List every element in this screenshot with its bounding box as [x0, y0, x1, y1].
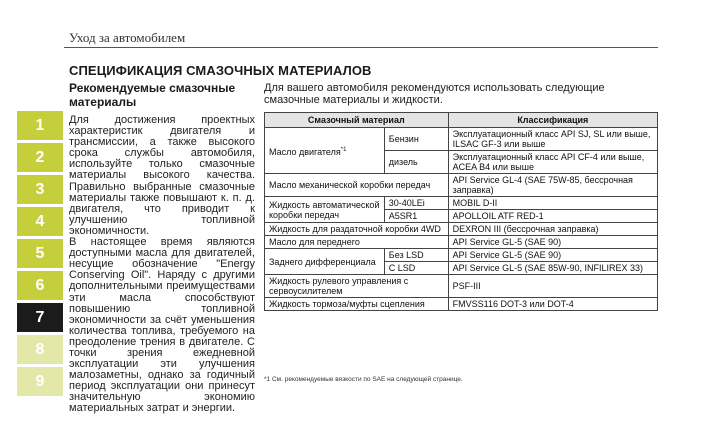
petrol-cell: Бензин	[384, 128, 448, 151]
c-lsd-class-cell: API Service GL-5 (SAE 85W-90, INFILIREX 33)	[448, 262, 657, 275]
ps-fluid-class-cell: PSF-III	[448, 275, 657, 298]
diesel-class-cell: Эксплуатационный класс API CF-4 или выше, ACEA B4 или выше	[448, 151, 657, 174]
table-row	[265, 128, 658, 151]
at1-class-cell: MOBIL D-II	[448, 197, 657, 210]
lubricant-spec-table	[264, 112, 658, 311]
chapter-tab-4[interactable]: 4	[17, 207, 63, 236]
chapter-tab-3[interactable]: 3	[17, 175, 63, 204]
subsection-heading: Рекомендуемые смазочные материалы	[69, 81, 236, 109]
no-lsd-class-cell: API Service GL-5 (SAE 90)	[448, 249, 657, 262]
chapter-tab-8[interactable]: 8	[17, 335, 63, 364]
paragraph-2: В настоящее время являются доступными масла для двигателей, несущие обозначение "Energy Conserving Oil". Наряду с другими дополнительными преимуществами эти масла способствуют повышению топливной экономичности за счёт уменьшения количества топлива, требуемого на преодоление трения в двигателе. С точки зрения ежедневной эксплуатации эти улучшения малозаметны, однако за годичный период эксплуатации они принесут значительную экономию материальных затрат и энергии.	[69, 236, 255, 415]
chapter-tab-5[interactable]: 5	[17, 239, 63, 268]
front-diff-cell: Масло для переднего	[265, 236, 449, 249]
paragraph-1: Для достижения проектных характеристик двигателя и трансмиссии, а также высокого срока службы автомобиля, используйте только смазочные материалы высокого качества. Правильно выбранные смазочные материалы также повышают к. п. д. двигателя, что приводит к улучшению топливной экономичности.	[69, 114, 255, 237]
diesel-cell: дизель	[384, 151, 448, 174]
petrol-class-cell: Эксплуатационный класс API SJ, SL или выше, ILSAC GF-3 или выше	[448, 128, 657, 151]
transfer-cell: Жидкость для раздаточной коробки 4WD	[265, 223, 449, 236]
table-row	[265, 197, 658, 210]
table-row	[265, 249, 658, 262]
table-row	[265, 174, 658, 197]
table-row	[265, 236, 658, 249]
intro-text: Для вашего автомобиля рекомендуются использовать следующие смазочные материалы и жидкости.	[264, 82, 605, 106]
front-diff-class-cell: API Service GL-5 (SAE 90)	[448, 236, 657, 249]
table-row	[265, 298, 658, 311]
rear-diff-cell: Заднего дифференциала	[265, 249, 385, 275]
column-header-lubricant: Смазочный материал	[265, 113, 449, 128]
chapter-tab-7[interactable]: 7	[17, 303, 63, 332]
ps-fluid-cell: Жидкость рулевого управления с сервоусилителем	[265, 275, 449, 298]
chapter-tab-9[interactable]: 9	[17, 367, 63, 396]
auto-fluid-cell: Жидкость автоматической коробки передач	[265, 197, 385, 223]
footnote: *1 См. рекомендуемые вязкости по SAE на следующей странице.	[264, 376, 463, 383]
table-header-row	[265, 113, 658, 128]
left-column	[69, 81, 255, 415]
page-header: Уход за автомобилем	[69, 30, 186, 45]
table-row	[265, 223, 658, 236]
brake-fluid-class-cell: FMVSS116 DOT-3 или DOT-4	[448, 298, 657, 311]
manual-gear-class-cell: API Service GL-4 (SAE 75W-85, бессрочная заправка)	[448, 174, 657, 197]
header-divider	[64, 47, 658, 48]
engine-oil-cell: Масло двигателя$^{*1}$	[265, 128, 385, 174]
brake-fluid-cell: Жидкость тормоза/муфты сцепления	[265, 298, 449, 311]
at2-class-cell: APOLLOIL ATF RED-1	[448, 210, 657, 223]
chapter-tabs	[17, 111, 63, 399]
no-lsd-cell: Без LSD	[384, 249, 448, 262]
at2-cell: A5SR1	[384, 210, 448, 223]
c-lsd-cell: С LSD	[384, 262, 448, 275]
chapter-tab-2[interactable]: 2	[17, 143, 63, 172]
section-title: СПЕЦИФИКАЦИЯ СМАЗОЧНЫХ МАТЕРИАЛОВ	[69, 63, 372, 78]
transfer-class-cell: DEXRON III (бессрочная заправка)	[448, 223, 657, 236]
table-row	[265, 275, 658, 298]
at1-cell: 30-40LEi	[384, 197, 448, 210]
column-header-classification: Классификация	[448, 113, 657, 128]
chapter-tab-6[interactable]: 6	[17, 271, 63, 300]
chapter-tab-1[interactable]: 1	[17, 111, 63, 140]
manual-gear-cell: Масло механической коробки передач	[265, 174, 449, 197]
